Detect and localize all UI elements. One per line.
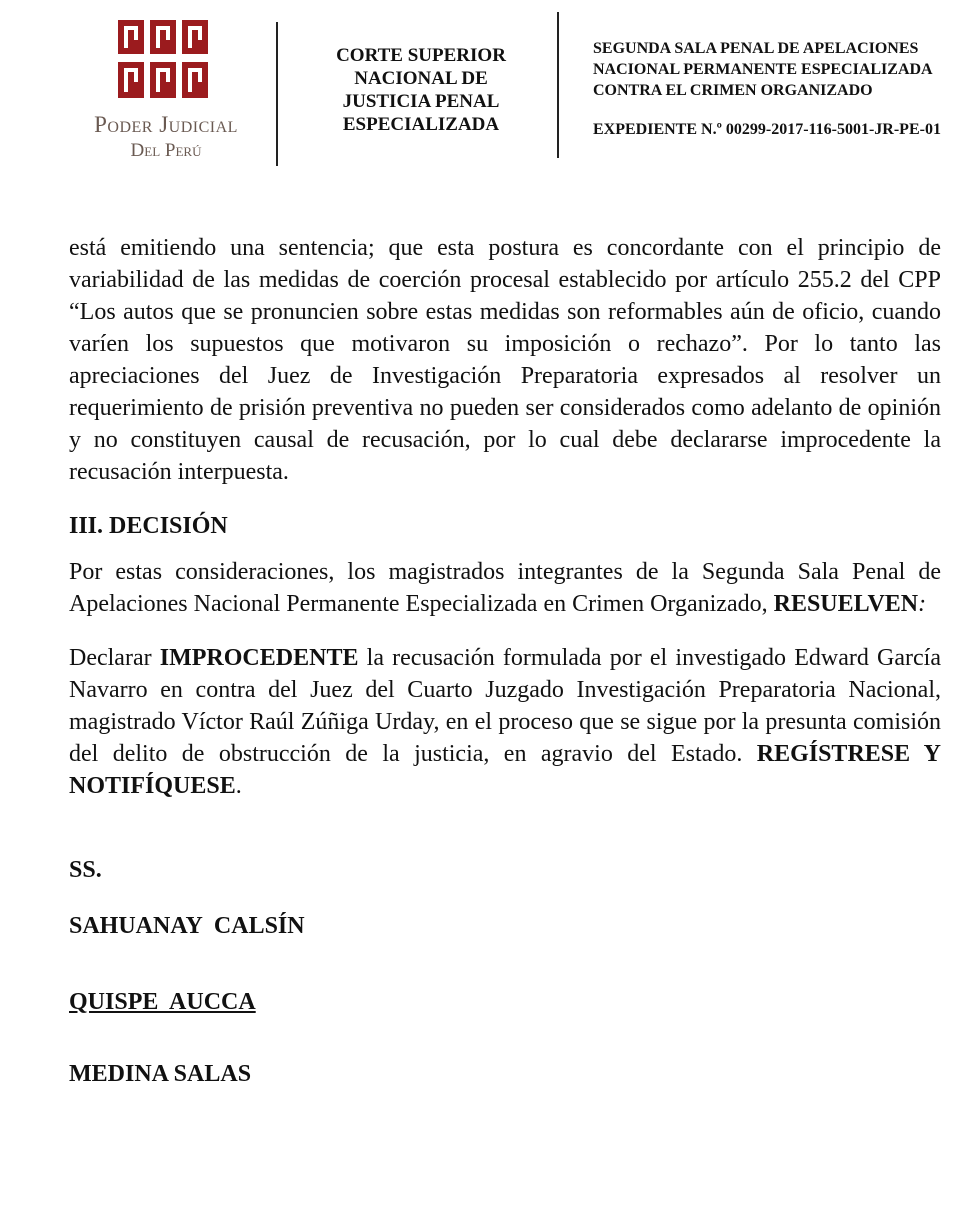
considerations-text: Por estas consideraciones, los magistrados integrantes de la Segunda Sala Penal de Apelaciones Nacional Permanente Especializada en Crimen Organizado, — [69, 559, 941, 617]
court-name-line: JUSTICIA PENAL — [342, 91, 500, 112]
court-name-line: NACIONAL DE — [354, 68, 488, 89]
registrese-label: REGÍSTRESE Y NOTIFÍQUESE — [69, 741, 941, 799]
expediente-number: EXPEDIENTE N.º 00299-2017-116-5001-JR-PE-01 — [593, 121, 941, 138]
sala-name — [593, 38, 980, 101]
signature-name: SAHUANAY CALSÍN — [69, 913, 305, 939]
document-body — [69, 232, 941, 1090]
resolution-end: . — [235, 773, 242, 799]
paragraph-considerations — [69, 556, 941, 620]
court-name-line: CORTE SUPERIOR — [336, 45, 506, 66]
court-name — [290, 44, 552, 136]
document-header — [0, 0, 980, 200]
poder-judicial-emblem-icon — [118, 20, 208, 98]
signatures-ss: SS. — [69, 857, 102, 883]
improcedente-label: IMPROCEDENTE — [159, 645, 359, 671]
paragraph-resolution — [69, 642, 941, 802]
signature-name: MEDINA SALAS — [69, 1061, 252, 1087]
poder-judicial-logo — [60, 20, 272, 170]
logo-subtitle: Del Perú — [130, 140, 202, 161]
sala-name-line: SEGUNDA SALA PENAL DE APELACIONES — [593, 40, 919, 57]
resuelven-colon: : — [918, 591, 927, 617]
court-name-line: ESPECIALIZADA — [342, 114, 500, 135]
section-title-decision: III. DECISIÓN — [69, 513, 228, 539]
logo-title: Poder Judicial — [94, 112, 238, 137]
signature-name: QUISPE AUCCA — [69, 989, 256, 1015]
resuelven-label: RESUELVEN — [773, 591, 919, 617]
resolution-text: la recusación formulada por el investigado Edward García Navarro en contra del Juez del Cuarto Juzgado Investigación Preparatoria Nacional, magistrado Víctor Raúl Zúñiga Urday, en el proceso que se sigue por la presunta comisión del delito de obstrucción de la justicia, en agravio del Estado. — [69, 645, 942, 767]
sala-name-line: CONTRA EL CRIMEN ORGANIZADO — [593, 82, 873, 99]
header-divider-right — [557, 12, 559, 158]
header-divider-left — [276, 22, 278, 166]
paragraph-reasoning: está emitiendo una sentencia; que esta postura es concordante con el principio de variabilidad de las medidas de coerción procesal establecido por artículo 255.2 del CPP “Los autos que se pronuncien sobre estas medidas son reformables aún de oficio, cuando varíen los supuestos que motivaron su imposición o rechazo”. Por lo tanto las apreciaciones del Juez de Investigación Preparatoria expresados al resolver un requerimiento de prisión preventiva no pueden ser considerados como adelanto de opinión y no constituyen causal de recusación, por lo cual debe declararse improcedente la recusación interpuesta. — [69, 235, 941, 485]
resolution-lead: Declarar — [69, 645, 160, 671]
sala-name-line: NACIONAL PERMANENTE ESPECIALIZADA — [593, 61, 933, 78]
